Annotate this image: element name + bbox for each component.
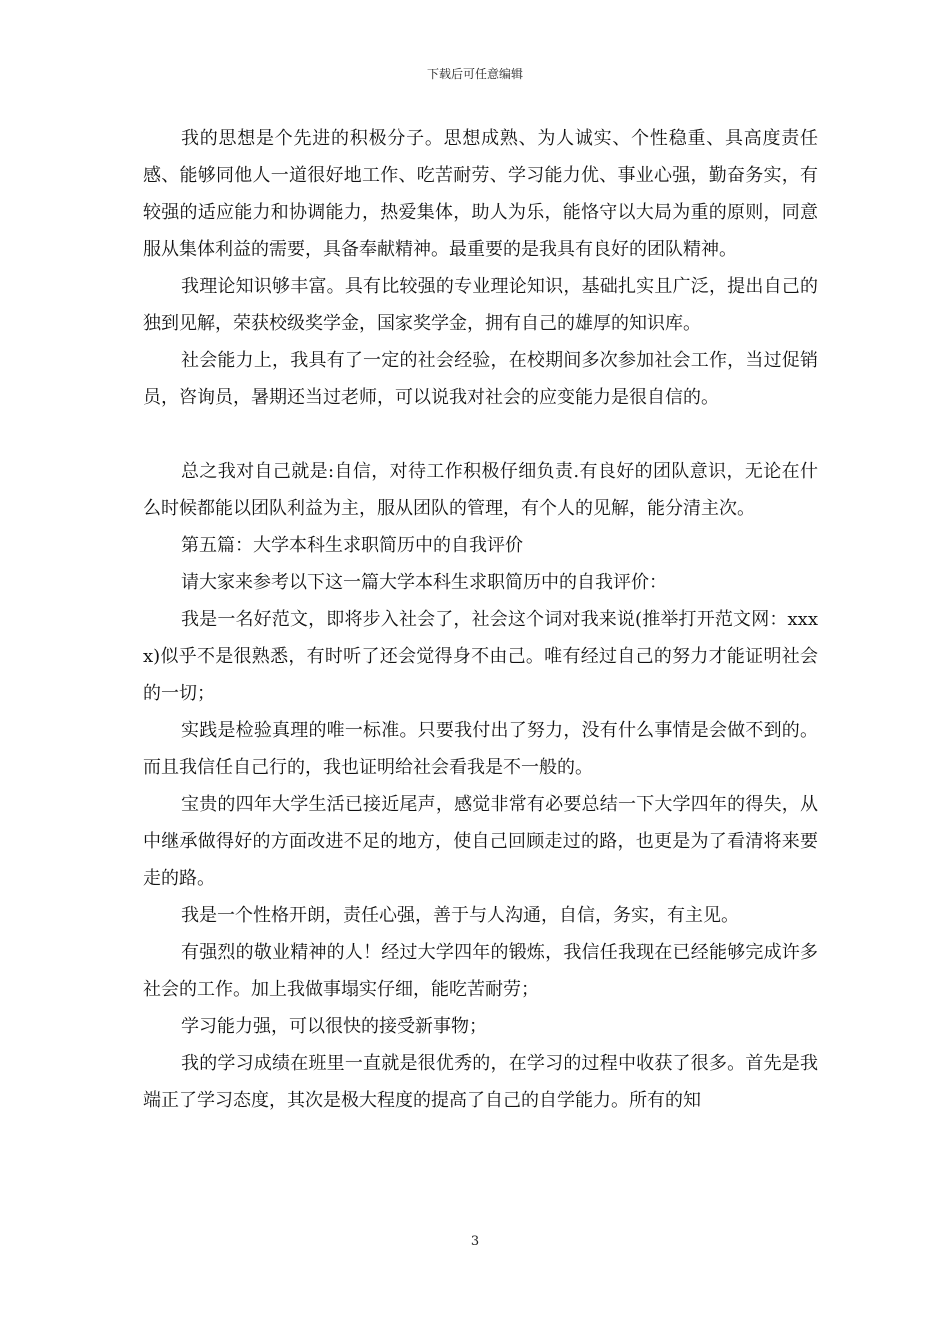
paragraph: 我理论知识够丰富。具有比较强的专业理论知识，基础扎实且广泛，提出自己的独到见解，荣获校级奖学金，国家奖学金，拥有自己的雄厚的知识库。 <box>143 276 818 334</box>
paragraph-gap <box>143 416 818 453</box>
paragraph: 我是一名好范文，即将步入社会了，社会这个词对我来说(推举打开范文网：xxxx)似乎不是很熟悉，有时听了还会觉得身不由己。唯有经过自己的努力才能证明社会的一切； <box>143 609 818 704</box>
section-heading: 第五篇：大学本科生求职简历中的自我评价 <box>181 535 523 556</box>
paragraph: 我的思想是个先进的积极分子。思想成熟、为人诚实、个性稳重、具高度责任感、能够同他人一道很好地工作、吃苦耐劳、学习能力优、事业心强，勤奋务实，有较强的适应能力和协调能力，热爱集体，助人为乐，能恪守以大局为重的原则，同意服从集体利益的需要，具备奉献精神。最重要的是我具有良好的团队精神。 <box>143 128 818 260</box>
paragraph: 我是一个性格开朗，责任心强，善于与人沟通，自信，务实，有主见。 <box>181 905 739 926</box>
page-number: 3 <box>470 1234 480 1249</box>
paragraph: 社会能力上，我具有了一定的社会经验，在校期间多次参加社会工作，当过促销员，咨询员，暑期还当过老师，可以说我对社会的应变能力是很自信的。 <box>143 350 818 408</box>
paragraph: 总之我对自己就是:自信，对待工作积极仔细负责.有良好的团队意识，无论在什么时候都能以团队利益为主，服从团队的管理，有个人的见解，能分清主次。 <box>143 461 818 519</box>
page-header: 下载后可任意编辑 <box>426 67 523 81</box>
document-body <box>143 120 818 1119</box>
paragraph: 学习能力强，可以很快的接受新事物； <box>181 1016 487 1037</box>
paragraph: 我的学习成绩在班里一直就是很优秀的，在学习的过程中收获了很多。首先是我端正了学习态度，其次是极大程度的提高了自己的自学能力。所有的知 <box>143 1053 818 1111</box>
paragraph: 宝贵的四年大学生活已接近尾声，感觉非常有必要总结一下大学四年的得失，从中继承做得好的方面改进不足的地方，使自己回顾走过的路，也更是为了看清将来要走的路。 <box>143 794 818 889</box>
paragraph: 有强烈的敬业精神的人！经过大学四年的锻炼，我信任我现在已经能够完成许多社会的工作。加上我做事塌实仔细，能吃苦耐劳； <box>143 942 818 1000</box>
paragraph: 请大家来参考以下这一篇大学本科生求职简历中的自我评价： <box>181 572 667 593</box>
paragraph: 实践是检验真理的唯一标准。只要我付出了努力，没有什么事情是会做不到的。而且我信任自己行的，我也证明给社会看我是不一般的。 <box>143 720 818 778</box>
